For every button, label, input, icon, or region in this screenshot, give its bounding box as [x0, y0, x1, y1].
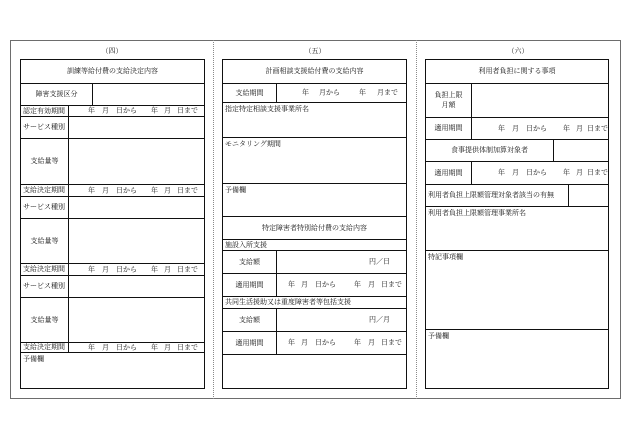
monthly-cap-label-line1: 負担上限	[434, 91, 463, 99]
date-from-month-unit: 月	[102, 265, 109, 273]
reserve-row	[223, 183, 406, 216]
date-from-year-unit: 年	[288, 338, 295, 347]
service-type-value	[69, 197, 204, 218]
consultation-office-label: 指定特定相談支援事業所名	[225, 105, 309, 113]
special-benefits-title-row	[223, 216, 406, 239]
date-from-year-unit: 年	[88, 343, 95, 351]
page-heading-6: （六）	[507, 47, 529, 55]
special-benefits-title: 特定障害者特別給付費の支給内容	[262, 223, 367, 232]
service-amount-row	[21, 138, 204, 184]
meal-addition-value	[554, 140, 608, 161]
facility-period-row	[223, 273, 406, 296]
date-from-year-unit: 年	[288, 280, 295, 289]
service-amount-value	[69, 139, 204, 184]
facility-amount-unit: 円／日	[369, 257, 390, 266]
decision-period-label: 支給決定期間	[21, 185, 69, 196]
panel-6-user-burden	[425, 59, 609, 389]
cap-management-target-value	[569, 185, 608, 206]
date-to-month-unit: 月	[164, 186, 171, 194]
monthly-cap-row	[426, 83, 608, 117]
group-home-amount-row	[223, 308, 406, 331]
date-to-year-unit: 年	[354, 338, 361, 347]
date-from-year-unit: 年	[498, 168, 505, 177]
blank-row	[223, 354, 406, 388]
service-type-label: サービス種別	[21, 117, 69, 138]
cap-management-target-row	[426, 184, 608, 206]
group-home-period-row	[223, 331, 406, 354]
date-from-month-unit: 月	[301, 280, 308, 289]
service-amount-label: 支給量等	[21, 139, 69, 184]
decision-period-label: 支給決定期間	[21, 264, 69, 275]
notes-label: 特記事項欄	[428, 253, 463, 261]
monthly-cap-value	[472, 84, 608, 117]
date-from-month-unit: 月	[102, 186, 109, 194]
meal-period-label: 適用期間	[426, 162, 472, 184]
date-to-month-unit: 月	[576, 168, 583, 177]
meal-period-row	[426, 161, 608, 184]
certification-period-label: 認定有効期間	[21, 106, 69, 116]
date-to-month-unit: 月まで	[377, 88, 398, 97]
facility-support-label: 施設入所支援	[225, 240, 267, 249]
date-to-day-unit: 日まで	[587, 124, 608, 132]
panel-6-title-row	[426, 60, 608, 83]
consultation-office-row	[223, 102, 406, 137]
date-to-year-unit: 年	[151, 343, 158, 351]
date-to-month-unit: 月	[576, 124, 583, 132]
payment-period-label: 支給期間	[223, 84, 277, 102]
date-from-day-unit: 日から	[315, 280, 336, 289]
cap-management-office-row	[426, 206, 608, 250]
reserve-row	[21, 352, 204, 388]
panel-5-consultation-benefits	[222, 59, 407, 389]
page-heading-4: （四）	[101, 47, 123, 55]
date-from-year-unit: 年	[302, 88, 309, 97]
monitoring-period-row	[223, 137, 406, 183]
monthly-cap-label	[426, 84, 472, 117]
group-home-period-label: 適用期間	[223, 332, 277, 354]
date-from-day-unit: 日から	[116, 343, 137, 351]
date-to-year-unit: 年	[359, 88, 366, 97]
monitoring-period-label: モニタリング期間	[225, 140, 281, 148]
date-from-day-unit: 日から	[116, 186, 137, 194]
facility-period-label: 適用期間	[223, 274, 277, 296]
decision-period-label: 支給決定期間	[21, 343, 69, 352]
date-to-year-unit: 年	[151, 265, 158, 273]
panel-4-title: 訓練等給付費の支給決定内容	[67, 67, 158, 75]
meal-addition-row	[426, 139, 608, 161]
reserve-label: 予備欄	[428, 332, 449, 340]
date-to-year-unit: 年	[151, 186, 158, 194]
date-to-month-unit: 月	[368, 280, 375, 289]
panel-6-title: 利用者負担に関する事項	[478, 67, 556, 75]
date-from-day-unit: 日から	[526, 168, 547, 177]
cap-period-label: 適用期間	[426, 118, 472, 139]
monthly-cap-label-line2: 月額	[441, 101, 456, 109]
support-category-value	[93, 84, 204, 105]
date-to-year-unit: 年	[354, 280, 361, 289]
fold-line-left	[213, 40, 214, 399]
service-type-row	[21, 116, 204, 138]
date-from-month-unit: 月から	[319, 88, 340, 97]
service-amount-row	[21, 297, 204, 342]
service-type-value	[69, 117, 204, 138]
date-to-month-unit: 月	[164, 343, 171, 351]
date-to-year-unit: 年	[151, 106, 158, 115]
date-to-month-unit: 月	[164, 106, 171, 115]
date-from-day-unit: 日から	[116, 265, 137, 273]
date-from-day-unit: 日から	[526, 124, 547, 132]
certification-period-row	[21, 105, 204, 116]
date-to-day-unit: 日まで	[177, 265, 198, 273]
facility-support-row	[223, 239, 406, 250]
cap-management-office-label: 利用者負担上限額管理事業所名	[428, 209, 526, 217]
date-to-day-unit: 日まで	[177, 343, 198, 351]
panel-5-title: 計画相談支援給付費の支給内容	[265, 67, 364, 75]
decision-period-row	[21, 342, 204, 352]
date-to-month-unit: 月	[368, 338, 375, 347]
date-from-year-unit: 年	[88, 186, 95, 194]
reserve-label: 予備欄	[23, 355, 44, 363]
date-from-month-unit: 月	[512, 168, 519, 177]
date-from-day-unit: 日から	[315, 338, 336, 347]
notes-row	[426, 250, 608, 329]
reserve-row	[426, 329, 608, 388]
payment-period-row	[223, 83, 406, 102]
service-type-value	[69, 276, 204, 297]
group-home-amount-label: 支給額	[223, 309, 277, 331]
cap-management-target-label: 利用者負担上限額管理対象者該当の有無	[426, 185, 569, 206]
service-type-row	[21, 275, 204, 297]
date-from-year-unit: 年	[498, 124, 505, 132]
date-to-year-unit: 年	[563, 168, 570, 177]
support-category-row	[21, 83, 204, 105]
meal-addition-label: 食事提供体制加算対象者	[426, 140, 554, 161]
panel-4-title-row	[21, 60, 204, 83]
service-type-row	[21, 196, 204, 218]
date-from-month-unit: 月	[102, 106, 109, 115]
date-to-day-unit: 日まで	[381, 280, 402, 289]
group-home-amount-unit: 円／月	[369, 315, 390, 324]
decision-period-row	[21, 263, 204, 275]
service-type-label: サービス種別	[21, 276, 69, 297]
date-to-day-unit: 日まで	[381, 338, 402, 347]
date-to-day-unit: 日まで	[177, 186, 198, 194]
service-type-label: サービス種別	[21, 197, 69, 218]
page-heading-5: （五）	[304, 47, 326, 55]
cap-period-row	[426, 117, 608, 139]
support-category-label: 障害支援区分	[21, 84, 93, 105]
date-to-month-unit: 月	[164, 265, 171, 273]
date-to-year-unit: 年	[563, 124, 570, 132]
decision-period-row	[21, 184, 204, 196]
group-home-row	[223, 296, 406, 308]
service-amount-value	[69, 298, 204, 342]
reserve-label: 予備欄	[225, 186, 246, 194]
date-to-day-unit: 日まで	[587, 168, 608, 177]
date-from-month-unit: 月	[512, 124, 519, 132]
panel-4-training-benefits	[20, 59, 205, 389]
date-from-month-unit: 月	[102, 343, 109, 351]
facility-amount-label: 支給額	[223, 251, 277, 273]
facility-amount-row	[223, 250, 406, 273]
date-from-day-unit: 日から	[116, 106, 137, 115]
date-from-month-unit: 月	[301, 338, 308, 347]
date-to-day-unit: 日まで	[177, 106, 198, 115]
fold-line-right	[416, 40, 417, 399]
group-home-label: 共同生活援助又は重度障害者等包括支援	[225, 298, 351, 306]
panel-5-title-row	[223, 60, 406, 83]
date-from-year-unit: 年	[88, 106, 95, 115]
service-amount-label: 支給量等	[21, 219, 69, 263]
service-amount-row	[21, 218, 204, 263]
date-from-year-unit: 年	[88, 265, 95, 273]
service-amount-value	[69, 219, 204, 263]
service-amount-label: 支給量等	[21, 298, 69, 342]
